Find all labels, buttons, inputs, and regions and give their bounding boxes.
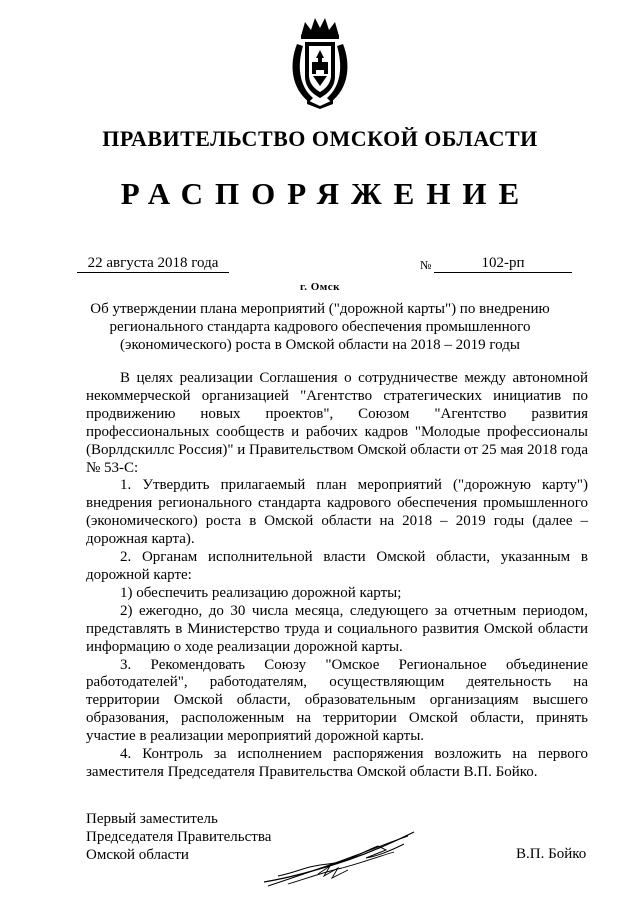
signatory-name: В.П. Бойко (516, 846, 587, 862)
document-place: г. Омск (299, 281, 341, 293)
coat-of-arms-icon (289, 14, 351, 110)
signature-icon (258, 826, 420, 890)
signatory-position-line: Омской области (86, 847, 189, 863)
signatory-position-line: Первый заместитель (86, 811, 218, 827)
document-number: 102-рп (434, 255, 572, 273)
paragraph-subitem-1: 1) обеспечить реализацию дорожной карты; (120, 584, 402, 601)
paragraph-item-3: 3. Рекомендовать Союзу "Омское Региональное объединение работодателей", работодателям, осуществляющим деятельность на территории Омской области, образовательным организациям высшего образования, расположенным на территории Омской области, принять участие в реализации мероприятий дорожной карты. (86, 656, 588, 745)
paragraph-item-4: 4. Контроль за исполнением распоряжения возложить на первого заместителя Председателя Правительства Омской области В.П. Бойко. (86, 746, 588, 780)
signatory-position-line: Председателя Правительства (86, 829, 272, 845)
paragraph-item-1: 1. Утвердить прилагаемый план мероприятий ("дорожную карту") внедрения регионального стандарта кадрового обеспечения промышленного (экономического) роста в Омской области на 2018 – 2019 годы (далее – дорожная карта). (86, 477, 588, 548)
paragraph-preamble: В целях реализации Соглашения о сотрудничестве между автономной некоммерческой организацией "Агентство стратегических инициатив по продвижению новых проектов", Союзом "Агентство развития профессиональных сообществ и рабочих кадров "Молодые профессионалы (Ворлдскиллс Россия)" и Правительством Омской области от 25 мая 2018 года № 53-С: (86, 370, 588, 476)
paragraph-item-2: 2. Органам исполнительной власти Омской области, указанным в дорожной карте: (86, 549, 588, 583)
signatory-position (86, 810, 271, 864)
number-sign: № (420, 258, 432, 272)
paragraph-subitem-2: 2) ежегодно, до 30 числа месяца, следующего за отчетным периодом, представлять в Министерство труда и социального развития Омской области информацию о ходе реализации дорожной карты. (86, 602, 588, 655)
document-body (86, 370, 588, 782)
document-subject: Об утверждении плана мероприятий ("дорожной карты") по внедрению регионального стандарта кадрового обеспечения промышленного (экономического) роста в Омской области на 2018 – 2019 годы (90, 301, 550, 353)
organization-name: ПРАВИТЕЛЬСТВО ОМСКОЙ ОБЛАСТИ (102, 126, 538, 151)
document-type: РАСПОРЯЖЕНИЕ (120, 176, 532, 211)
document-date: 22 августа 2018 года (77, 255, 229, 273)
